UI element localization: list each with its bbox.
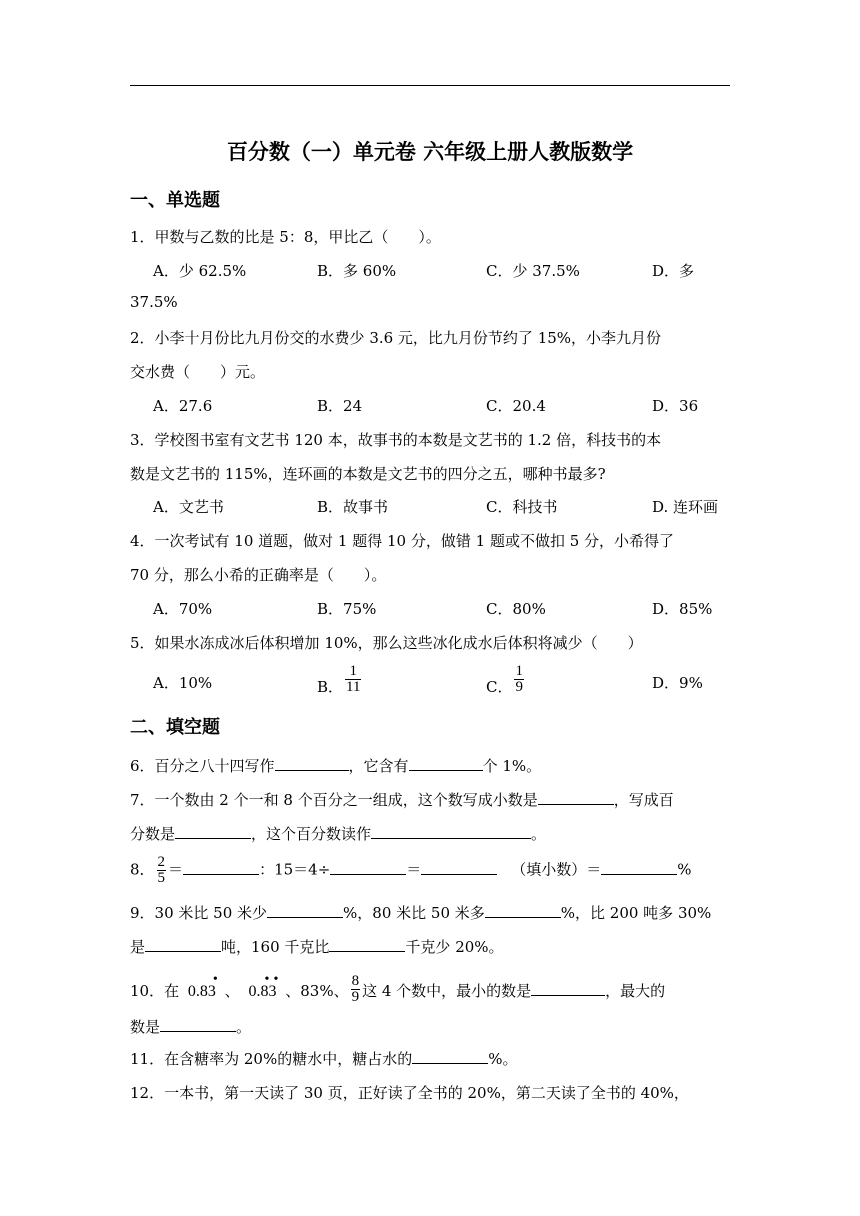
answer-blank[interactable] bbox=[175, 823, 251, 839]
answer-blank[interactable] bbox=[330, 859, 406, 875]
option-c[interactable]: C．科技书 bbox=[486, 498, 558, 516]
option-d[interactable]: D．9% bbox=[652, 674, 703, 692]
question-10-line-2: 数是 。 bbox=[130, 1018, 252, 1036]
answer-blank[interactable] bbox=[145, 936, 221, 952]
option-c[interactable]: C．20.4 bbox=[486, 397, 546, 415]
option-a[interactable]: A．文艺书 bbox=[153, 498, 224, 516]
question-9-line-2: 是 吨，160 千克比 千克少 20%。 bbox=[130, 938, 504, 956]
option-c[interactable]: C．少 37.5% bbox=[486, 262, 580, 280]
answer-blank[interactable] bbox=[275, 755, 349, 771]
question-3-line-1: 3．学校图书室有文艺书 120 本，故事书的本数是文艺书的 1.2 倍，科技书的本 bbox=[130, 431, 662, 449]
question-1-text: 1．甲数与乙数的比是 5：8，甲比乙（ ）。 bbox=[130, 228, 441, 246]
section-heading-single-choice: 一、单选题 bbox=[130, 190, 220, 211]
question-7-line-1: 7．一个数由 2 个一和 8 个百分之一组成，这个数写成小数是 ，写成百 bbox=[130, 791, 674, 809]
question-9-line-1: 9．30 米比 50 米少 %，80 米比 50 米多 %，比 200 吨多 30% bbox=[130, 904, 712, 922]
option-b[interactable]: B．24 bbox=[317, 397, 363, 415]
question-11: 11．在含糖率为 20%的糖水中，糖占水的 %。 bbox=[130, 1050, 518, 1068]
fraction-one-eleventh: $\frac{1}{11}$ bbox=[346, 663, 361, 695]
question-4-line-2: 70 分，那么小希的正确率是（ ）。 bbox=[130, 566, 387, 584]
option-a[interactable]: A．70% bbox=[153, 600, 213, 618]
option-d[interactable]: D．36 bbox=[652, 397, 699, 415]
page-title: 百分数（一）单元卷 六年级上册人教版数学 bbox=[226, 140, 634, 164]
repeating-decimal-0.83-double-dot: • • 0.83 bbox=[248, 971, 279, 1000]
option-a[interactable]: A．少 62.5% bbox=[153, 262, 247, 280]
answer-blank[interactable] bbox=[485, 902, 561, 918]
option-c-label: C． bbox=[486, 677, 513, 696]
option-c[interactable]: C．80% bbox=[486, 600, 546, 618]
question-6: 6．百分之八十四写作 ，它含有 个 1%。 bbox=[130, 757, 542, 775]
section-heading-fill-in: 二、填空题 bbox=[130, 717, 220, 738]
fraction-eight-ninths: $\frac{8}{9}$ bbox=[351, 973, 360, 1005]
answer-blank[interactable] bbox=[371, 823, 531, 839]
option-d[interactable]: D．85% bbox=[652, 600, 713, 618]
option-b[interactable]: B．故事书 bbox=[317, 498, 389, 516]
question-10-line-1: 10．在 • 0.83 、 • • 0.83 、83%、 $\frac{8}{9}$ 这 4 个数中，最小的数是 ，最大的 bbox=[130, 971, 666, 1005]
option-b[interactable]: B．75% bbox=[317, 600, 377, 618]
option-a[interactable]: A．27.6 bbox=[153, 397, 213, 415]
answer-blank[interactable] bbox=[409, 755, 483, 771]
answer-blank[interactable] bbox=[601, 859, 677, 875]
option-b[interactable]: B．多 60% bbox=[317, 262, 397, 280]
question-7-line-2: 分数是 ，这个百分数读作 。 bbox=[130, 825, 547, 843]
option-d[interactable]: D. 连环画 bbox=[652, 498, 719, 516]
answer-blank[interactable] bbox=[267, 902, 343, 918]
answer-blank[interactable] bbox=[329, 936, 405, 952]
option-d[interactable]: D．多 bbox=[652, 262, 695, 280]
question-5-options bbox=[153, 664, 730, 700]
question-2-line-1: 2．小李十月份比九月份交的水费少 3.6 元，比九月份节约了 15%，小李九月份 bbox=[130, 329, 662, 347]
answer-blank[interactable] bbox=[183, 859, 259, 875]
answer-blank[interactable] bbox=[538, 789, 614, 805]
question-5-text: 5．如果水冻成冰后体积增加 10%，那么这些冰化成水后体积将减少（ ） bbox=[130, 634, 643, 652]
option-b[interactable] bbox=[317, 664, 363, 695]
option-a[interactable]: A．10% bbox=[153, 674, 213, 692]
option-d-continuation: 37.5% bbox=[130, 293, 178, 311]
answer-blank[interactable] bbox=[421, 859, 497, 875]
fraction-one-ninth: $\frac{1}{9}$ bbox=[515, 663, 523, 695]
fraction-two-fifths: $\frac{2}{5}$ bbox=[157, 854, 166, 886]
option-b-label: B． bbox=[317, 677, 344, 696]
repeating-decimal-0.83-single-dot: • 0.83 bbox=[187, 971, 218, 1000]
question-2-line-2: 交水费（ ）元。 bbox=[130, 363, 266, 381]
question-8: 8． $\frac{2}{5}$ ＝ ：15＝4÷ ＝ （填小数）＝ % bbox=[130, 854, 692, 886]
answer-blank[interactable] bbox=[531, 980, 605, 996]
question-3-line-2: 数是文艺书的 115%，连环画的本数是文艺书的四分之五，哪种书最多? bbox=[130, 465, 606, 483]
option-c[interactable] bbox=[486, 664, 526, 695]
answer-blank[interactable] bbox=[160, 1016, 236, 1032]
question-12-line-1: 12．一本书，第一天读了 30 页，正好读了全书的 20%，第二天读了全书的 40%， bbox=[130, 1084, 689, 1102]
header-rule bbox=[130, 85, 730, 86]
question-4-line-1: 4．一次考试有 10 道题，做对 1 题得 10 分，做错 1 题或不做扣 5 分，小希得了 bbox=[130, 532, 675, 550]
answer-blank[interactable] bbox=[412, 1048, 488, 1064]
